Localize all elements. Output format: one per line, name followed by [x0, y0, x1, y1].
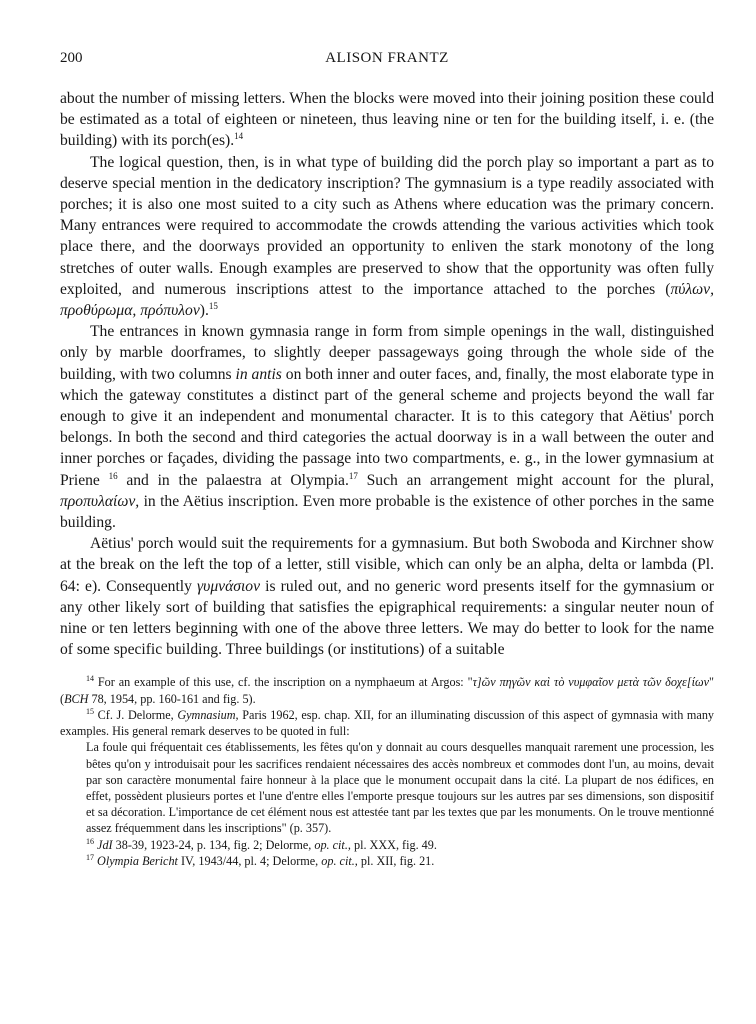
paragraph-3-text-f: in the Aëtius inscription. Even more probable is the existence of other porches in the same building.: [60, 492, 714, 532]
footnote-15: [60, 707, 714, 739]
footnote-14-journal: BCH: [64, 691, 89, 706]
footnote-ref-14: 14: [234, 131, 244, 142]
page: [60, 44, 714, 869]
footnote-14-text-b: " (: [60, 675, 714, 706]
paragraph-4-greek: γυμνάσιον: [197, 577, 261, 595]
paragraph-2-greek: πύλων, προθύρωμα, πρόπυλον: [60, 280, 714, 320]
paragraph-2-end: ).: [199, 302, 209, 320]
paragraph-3: [60, 321, 714, 533]
paragraph-1-text: about the number of missing letters. When the blocks were moved into their joining position these could be estimated as a total of eighteen or nineteen, thus leaving nine or ten for the building itself, i. e. (the building) with its porch(es).: [60, 90, 714, 150]
footnote-ref-16: 16: [108, 470, 118, 481]
footnote-16-number: 16: [86, 836, 94, 846]
footnote-17-journal: Olympia Bericht: [97, 853, 178, 868]
footnote-16-text-b: pl. XXX, fig. 49.: [353, 837, 437, 852]
paragraph-2-text: The logical question, then, is in what type of building did the porch play so important a part as to deserve special mention in the dedicatory inscription? The gymnasium is a type readily associated with porches; it is also one most suited to a city such as Athens where education was the primary concern. Many entrances were required to accommodate the crowds attending the various activities which took place there, and the doorways provided an opportunity to enliven the stark monotony of the long stretches of outer walls. Enough examples are preserved to show that the opportunity was often fully exploited, and numerous inscriptions attest to the importance attached to the porches (: [60, 153, 714, 298]
paragraph-4: [60, 533, 714, 660]
footnote-16-opcit: op. cit.,: [314, 837, 351, 852]
paragraph-3-text-a: The entrances in known gymnasia range in form from simple openings in the wall, distinguished only by marble doorframes, to slightly deeper passageways going through the whole side of the building, with two columns: [60, 323, 714, 383]
page-header: [60, 44, 714, 68]
paragraph-3-text-e: Such an arrangement might account for the plural,: [366, 471, 715, 489]
footnote-14-text-a: For an example of this use, cf. the inscription on a nymphaeum at Argos: ": [97, 675, 473, 690]
footnote-15-title: Gymnasium,: [177, 707, 239, 722]
footnote-14-number: 14: [86, 674, 94, 684]
body-text: [60, 88, 714, 660]
footnotes: [60, 674, 714, 868]
paragraph-3-text-d: and in the palaestra at Olympia.: [126, 471, 349, 489]
footnote-14-greek: τ]ῶν πηγῶν καὶ τὸ νυμφαῖον μετὰ τῶν δοχε[ίων: [472, 675, 710, 690]
page-number: 200: [60, 50, 83, 66]
footnote-15-text-b: Paris 1962, esp. chap. XII, for an illuminating discussion of this aspect of gymnasia with many examples. His general remark deserves to be quoted in full:: [60, 707, 715, 739]
footnote-16-text-a: 38-39, 1923-24, p. 134, fig. 2; Delorme,: [115, 837, 312, 852]
footnote-15-quote: La foule qui fréquentait ces établissements, les fêtes qu'on y donnait au cours desquelles manquait rarement une procession, les bêtes qu'on y introduisait pour les sacrifices rendaient nécessaires des accès nombreux et commodes dont l'un, au moins, devait par son caractère monumental faire honneur à la place que le monument occupait dans la cité. La plupart de nos édifices, en effet, possèdent plusieurs portes et l'une d'entre elles l'emporte presque toujours sur les autres par ses dimensions, son dispositif et sa décoration. L'importance de cet élément nous est attestée tant par les textes que par les monuments. On le trouve mentionné assez fréquemment dans les inscriptions" (p. 357).: [86, 740, 714, 836]
paragraph-3-greek: προπυλαίων,: [60, 492, 140, 510]
paragraph-3-italic: in antis: [235, 365, 282, 383]
footnote-15-number: 15: [86, 706, 94, 716]
footnote-17-number: 17: [86, 852, 94, 862]
footnote-16: [60, 837, 714, 853]
footnote-17-text-b: pl. XII, fig. 21.: [360, 853, 435, 868]
footnote-14-text-c: 78, 1954, pp. 160-161 and fig. 5).: [91, 691, 256, 706]
paragraph-1: [60, 88, 714, 152]
footnote-15-text-a: Cf. J. Delorme,: [97, 707, 174, 722]
footnote-16-journal: JdI: [97, 837, 113, 852]
paragraph-2: [60, 152, 714, 322]
paragraph-3-text-c: on both inner and outer faces, and, finally, the most elaborate type in which the gateway constitutes a distinct part of the general scheme and projects beyond the wall far enough to give it an independent and monumental character. It is to this category that Aëtius' porch belongs. In both the second and third categories the actual doorway is in a wall between the outer and inner porches or façades, dividing the passage into two compartments, e. g., in the lower gymnasium at Priene: [60, 365, 715, 489]
paragraph-4-text-a: Aëtius' porch would suit the requirements for a gymnasium. But both Swoboda and Kirchner show at the break on the left the top of a letter, still visible, which can only be an alpha, delta or lambda (Pl. 64: e). Consequently: [60, 535, 714, 595]
paragraph-4-text-b: is ruled out, and no generic word presents itself for the gymnasium or any other likely sort of building that satisfies the epigraphical requirements: a singular neuter noun of nine or ten letters beginning with one of the above three letters. We may do better to look for the name of some specific building. Three buildings (or institutions) of a suitable: [60, 577, 714, 659]
running-head: ALISON FRANTZ: [325, 50, 449, 66]
footnote-17-opcit: op. cit.,: [321, 853, 358, 868]
footnote-17: [60, 853, 714, 869]
footnote-ref-17: 17: [348, 470, 358, 481]
footnote-14: [60, 674, 714, 706]
footnote-ref-15: 15: [208, 301, 218, 312]
footnote-17-text-a: IV, 1943/44, pl. 4; Delorme,: [181, 853, 319, 868]
